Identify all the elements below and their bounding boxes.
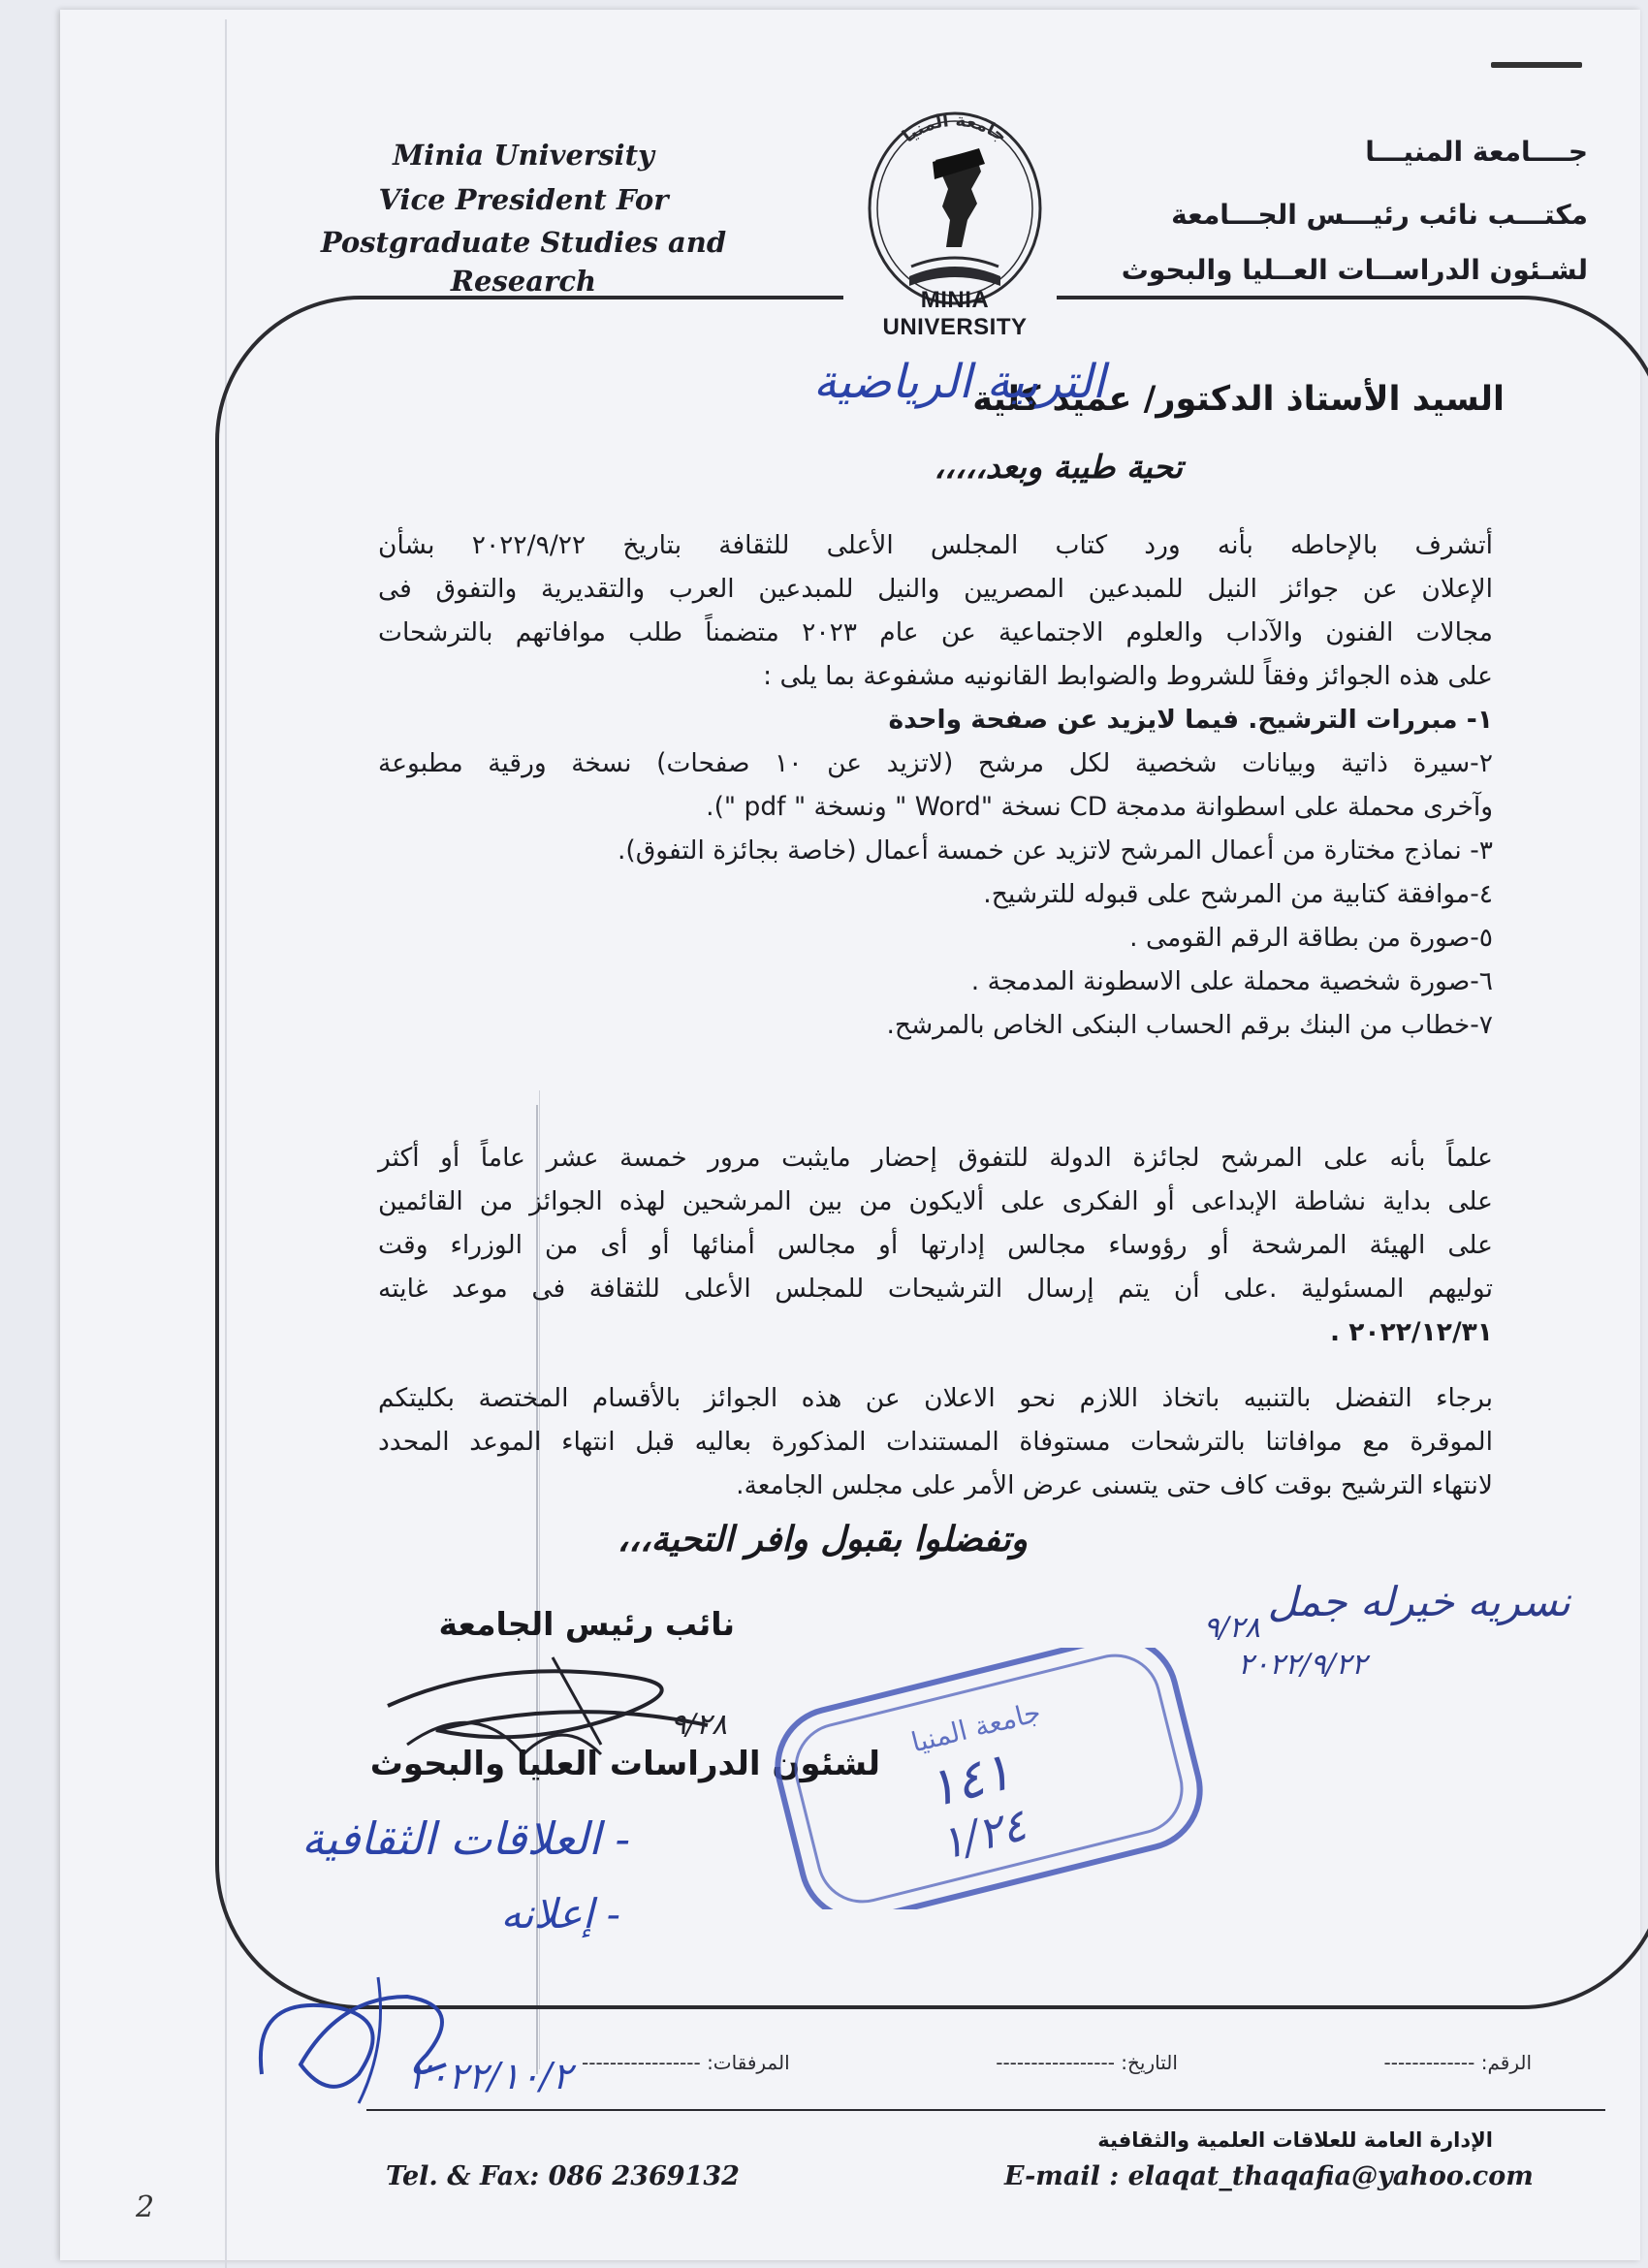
attachments-field <box>582 2051 790 2074</box>
stamp-number: ١٤١ <box>920 1740 1018 1820</box>
para2-line: على بداية نشاطة الإبداعى أو الفكرى على ألايكون من بين المرشحين لهذه الجوائز من القائمين <box>378 1186 1493 1216</box>
ref-dashes: ------------- <box>1383 2051 1475 2074</box>
handwritten-date: ٩/٢٨ <box>1203 1611 1260 1645</box>
tel-fax: Tel. & Fax: 086 2369132 <box>386 2161 740 2191</box>
para1-line: الإعلان عن جوائز النيل للمبدعين المصريين والنيل للمبدعين العرب والتقديرية والتفوق فى <box>378 574 1493 604</box>
list-item: وآخرى محملة على اسطوانة مدمجة CD نسخة "Word " ونسخة " pdf "). <box>706 792 1493 822</box>
paragraph-3 <box>378 1376 1493 1507</box>
handwritten-note: نسريه خيرله جمل <box>1267 1578 1570 1625</box>
para1-line: مجالات الفنون والآداب والعلوم الاجتماعية عن عام ٢٠٢٣ متضمناً طلب موافاتهم بالترشحات <box>378 617 1493 647</box>
header-ar-line-1: جــــامعة المنيـــا <box>1365 136 1588 168</box>
date-label: التاريخ: <box>1121 2051 1178 2074</box>
top-mark <box>1491 62 1582 68</box>
signature-date: ٩/٢٨ <box>670 1708 727 1742</box>
header-ar-line-3: لشـئون الدراســات العــليا والبحوث <box>1121 254 1588 286</box>
logo-caption: MINIA UNIVERSITY <box>882 287 1028 340</box>
date-field <box>996 2051 1178 2074</box>
handwritten-instruction: - العلاقات الثقافية <box>301 1812 630 1865</box>
handwritten-date: ٢٠٢٢/٩/٢٢ <box>1237 1648 1367 1682</box>
header-en-line-1: Minia University <box>393 139 654 172</box>
para1-line: على هذه الجوائز وفقاً للشروط والضوابط القانونيه مشفوعة بما يلى : <box>763 661 1493 691</box>
para3-line: لانتهاء الترشيح بوقت كاف حتى يتسنى عرض الأمر على مجلس الجامعة. <box>736 1470 1493 1500</box>
date-dashes: ----------------- <box>996 2051 1115 2074</box>
signatory-department: لشئون الدراسات العليا والبحوث <box>369 1745 880 1783</box>
header-en-line-2: Vice President For <box>378 183 669 216</box>
list-item: ٤-موافقة كتابية من المرشح على قبوله للترشيح. <box>983 879 1493 909</box>
list-item: ٣- نماذج مختارة من أعمال المرشح لاتزيد عن خمسة أعمال (خاصة بجائزة التفوق). <box>617 835 1493 866</box>
email: E-mail : elaqat_thaqafia@yahoo.com <box>1004 2161 1534 2191</box>
requirements-list <box>378 698 1493 1047</box>
registry-stamp-icon <box>766 1648 1212 1909</box>
logo-arc-text: جامعة المنيا <box>898 110 1011 147</box>
stamp-text: جامعة المنيا <box>907 1695 1044 1759</box>
addressee-handwritten: التربية الرياضية <box>812 355 1105 409</box>
para3-line: برجاء التفضل بالتنبيه باتخاذ اللازم نحو الاعلان عن هذه الجوائز بالأقسام المختصة بكليتكم <box>378 1383 1493 1413</box>
svg-text:جامعة المنيا <box>899 110 1011 147</box>
para2-line: ٢٠٢٢/١٢/٣١ . <box>1329 1317 1493 1347</box>
para1-line: أتشرف بالإحاطه بأنه ورد كتاب المجلس الأعلى للثقافة بتاريخ ٢٠٢٢/٩/٢٢ بشأن <box>378 530 1493 560</box>
closing-phrase: وتفضلوا بقبول وافر التحية،،، <box>617 1520 1028 1559</box>
handwritten-instruction: - إعلانه <box>500 1890 620 1937</box>
addressee: السيد الأستاذ الدكتور/ عميد كلية <box>972 380 1505 419</box>
header-ar-line-2: مكتـــب نائب رئيـــس الجـــامعة <box>1171 199 1588 231</box>
list-item: ٦-صورة شخصية محملة على الاسطونة المدمجة . <box>970 966 1493 996</box>
department-name: الإدارة العامة للعلاقات العلمية والثقافية <box>1097 2128 1493 2152</box>
list-item: ١- مبررات الترشيح. فيما لايزيد عن صفحة واحدة <box>888 705 1493 735</box>
list-item: ٧-خطاب من البنك برقم الحساب البنكى الخاص بالمرشح. <box>886 1010 1493 1040</box>
list-item: ٢-سيرة ذاتية وبيانات شخصية لكل مرشح (لاتزيد عن ١٠ صفحات) نسخة ورقية مطبوعة <box>378 748 1493 778</box>
ref-label: الرقم: <box>1480 2051 1532 2074</box>
attachments-label: المرفقات: <box>707 2051 790 2074</box>
stamp-date: ١/٢٤ <box>934 1798 1031 1871</box>
handwritten-date: ٢٠٢٢/١٠/٢ <box>408 2055 572 2097</box>
attachments-dashes: ----------------- <box>582 2051 701 2074</box>
signatory-title: نائب رئيس الجامعة <box>438 1605 735 1643</box>
ref-field <box>1384 2051 1532 2074</box>
para2-line: توليهم المسئولية .على أن يتم إرسال الترشيحات للمجلس الأعلى للثقافة فى موعد غايته <box>378 1274 1493 1304</box>
para3-line: الموقرة مع موافاتنا بالترشحات مستوفاة المستندات المذكورة بعاليه قبل انتهاء الموعد المحدد <box>378 1427 1493 1457</box>
para2-line: علماً بأنه على المرشح لجائزة الدولة للتفوق إحضار مايثبت مرور خمسة عشر عاماً أو أكثر <box>378 1143 1493 1173</box>
reference-row <box>582 2051 1532 2074</box>
list-item: ٥-صورة من بطاقة الرقم القومى . <box>1129 923 1493 953</box>
header-en-line-3: Postgraduate Studies and Research <box>320 226 727 298</box>
footer-rule <box>366 2109 1605 2111</box>
greeting: تحية طيبة وبعد،،،،، <box>934 448 1183 486</box>
page-number: 2 <box>136 2190 155 2224</box>
para2-line: على الهيئة المرشحة أو رؤوساء مجالس إدارتها أو مجالس أمنائها أو أى من الوزراء وقت <box>378 1230 1493 1260</box>
paragraph-1 <box>378 523 1493 698</box>
paragraph-2 <box>378 1136 1493 1354</box>
